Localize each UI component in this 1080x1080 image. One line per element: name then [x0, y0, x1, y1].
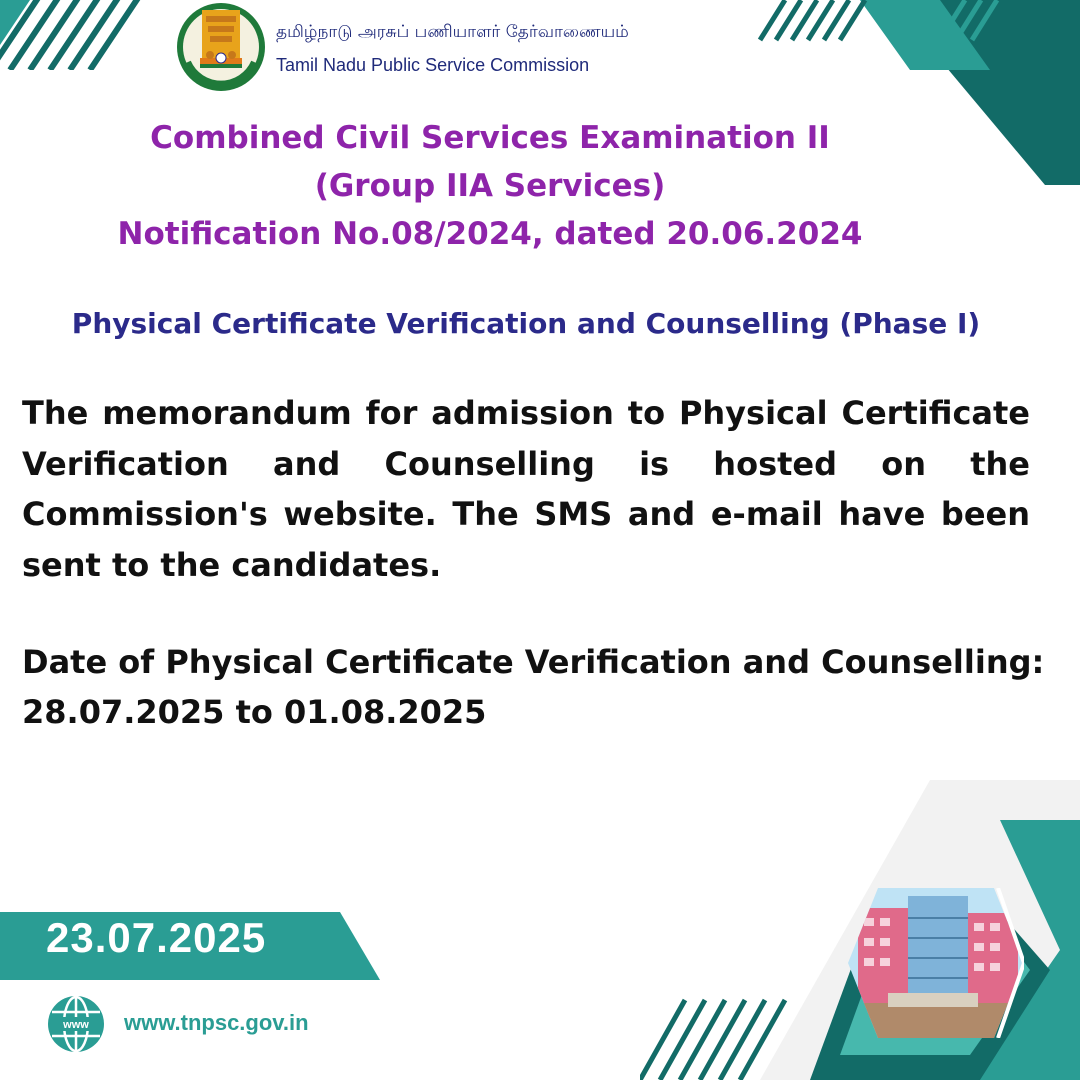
- org-name-english: Tamil Nadu Public Service Commission: [276, 55, 590, 75]
- verification-date-range: 28.07.2025 to 01.08.2025: [22, 693, 487, 731]
- building-photo: [848, 888, 1024, 1038]
- post-date: 23.07.2025: [46, 914, 267, 961]
- org-name-tamil: தமிழ்நாடு அரசுப் பணியாளர் தேர்வாணையம்: [276, 22, 629, 42]
- header: [176, 0, 696, 100]
- announcement-subtitle: Physical Certificate Verification and Counselling (Phase I): [71, 307, 981, 340]
- svg-text:www: www: [63, 1019, 89, 1031]
- top-right-shapes: [740, 0, 1080, 190]
- notification-number: Notification No.08/2024, dated 20.06.2024: [117, 216, 863, 252]
- memorandum-paragraph: The memorandum for admission to Physical Certificate Verification and Counselling is hosted on the Commission's website. The SMS and e-mail have been sent to the candidates.: [22, 394, 1030, 584]
- exam-title: Combined Civil Services Examination II: [150, 120, 830, 156]
- website-link[interactable]: www.tnpsc.gov.in: [124, 1010, 309, 1035]
- exam-group: (Group IIA Services): [314, 168, 666, 204]
- tamil-nadu-emblem-icon: [176, 0, 266, 95]
- globe-icon: [46, 994, 106, 1054]
- top-left-stripes: [0, 0, 150, 70]
- verification-date-label: Date of Physical Certificate Verification and Counselling:: [22, 643, 1045, 681]
